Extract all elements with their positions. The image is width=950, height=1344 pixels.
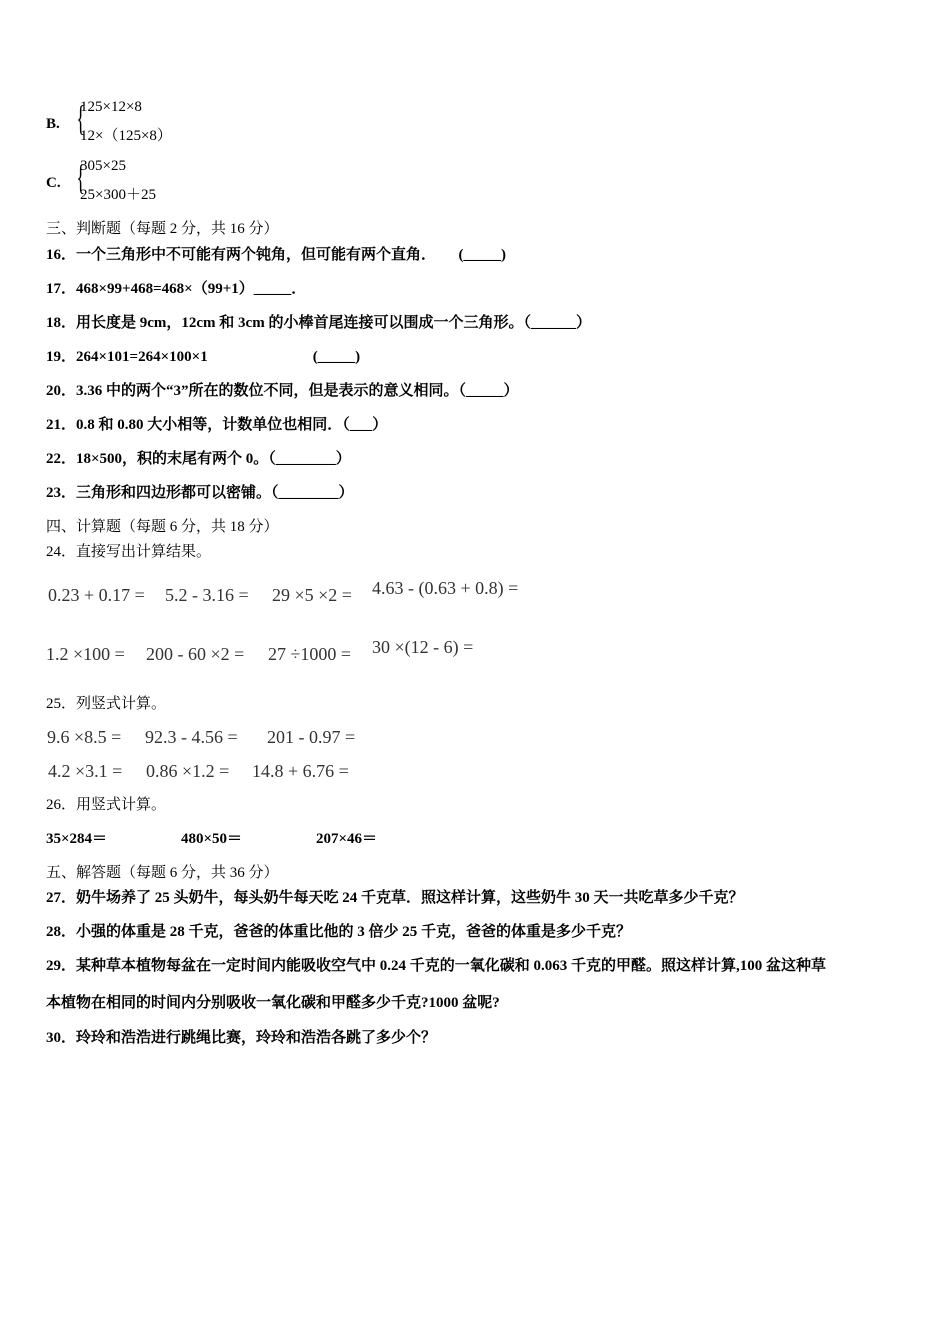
section-heading: 三、判断题（每题 2 分，共 16 分） (46, 221, 279, 237)
option-c-label: C. (46, 175, 61, 191)
question: 20．3.36 中的两个“3”所在的数位不同，但是表示的意义相同。（_____） (46, 383, 519, 399)
option-b-line2: 12×（125×8） (80, 128, 172, 144)
question: 24．直接写出计算结果。 (46, 544, 212, 560)
question: 25．列竖式计算。 (46, 696, 167, 712)
question: 19．264×101=264×100×1 (_____) (46, 349, 361, 365)
expression: 27 ÷1000 = (268, 644, 352, 664)
expression: 1.2 ×100 = (46, 644, 125, 664)
option-b-line1: 125×12×8 (80, 99, 142, 115)
question: 18．用长度是 9cm，12cm 和 3cm 的小棒首尾连接可以围成一个三角形。（______） (46, 315, 591, 331)
expression: 200 - 60 ×2 = (146, 644, 245, 664)
question: 23．三角形和四边形都可以密铺。（________） (46, 485, 354, 501)
expression: 5.2 - 3.16 = (165, 585, 249, 605)
brace-icon: { (76, 98, 85, 138)
section-heading: 四、计算题（每题 6 分，共 18 分） (46, 519, 279, 535)
brace-icon: { (76, 157, 85, 197)
expression: 0.23 + 0.17 = (48, 585, 145, 605)
question: 22．18×500，积的末尾有两个 0。（________） (46, 451, 351, 467)
option-c-line1: 305×25 (80, 158, 126, 174)
expression: 4.2 ×3.1 = (48, 761, 123, 781)
question: 28．小强的体重是 28 千克，爸爸的体重比他的 3 倍少 25 千克，爸爸的体重是多少千克？ (46, 924, 632, 940)
expression: 201 - 0.97 = (267, 727, 356, 747)
question: 30．玲玲和浩浩进行跳绳比赛，玲玲和浩浩各跳了多少个？ (46, 1030, 437, 1046)
expression: 29 ×5 ×2 = (272, 585, 352, 605)
expression: 30 ×(12 - 6) = (372, 637, 474, 657)
expression: 35×284＝ (46, 831, 108, 847)
question: 27．奶牛场养了 25 头奶牛，每头奶牛每天吃 24 千克草．照这样计算，这些奶牛 30 天一共吃草多少千克？ (46, 890, 744, 906)
question: 21．0.8 和 0.80 大小相等，计数单位也相同．（___） (46, 417, 388, 433)
expression: 207×46＝ (316, 831, 378, 847)
question-continued: 本植物在相同的时间内分别吸收一氧化碳和甲醛多少千克?1000 盆呢? (46, 995, 500, 1011)
option-c-line2: 25×300＋25 (80, 187, 156, 203)
expression: 480×50＝ (181, 831, 243, 847)
expression: 9.6 ×8.5 = (47, 727, 122, 747)
question: 16．一个三角形中不可能有两个钝角，但可能有两个直角． (_____) (46, 247, 506, 263)
option-b-label: B. (46, 116, 60, 132)
expression: 4.63 - (0.63 + 0.8) = (372, 578, 519, 598)
question: 26．用竖式计算。 (46, 797, 167, 813)
question: 29．某种草本植物每盆在一定时间内能吸收空气中 0.24 千克的一氧化碳和 0.063 千克的甲醛。照这样计算,100 盆这种草 (46, 958, 827, 974)
section-heading: 五、解答题（每题 6 分，共 36 分） (46, 865, 279, 881)
expression: 92.3 - 4.56 = (145, 727, 238, 747)
expression: 14.8 + 6.76 = (252, 761, 349, 781)
expression: 0.86 ×1.2 = (146, 761, 230, 781)
question: 17．468×99+468=468×（99+1）_____． (46, 281, 307, 297)
